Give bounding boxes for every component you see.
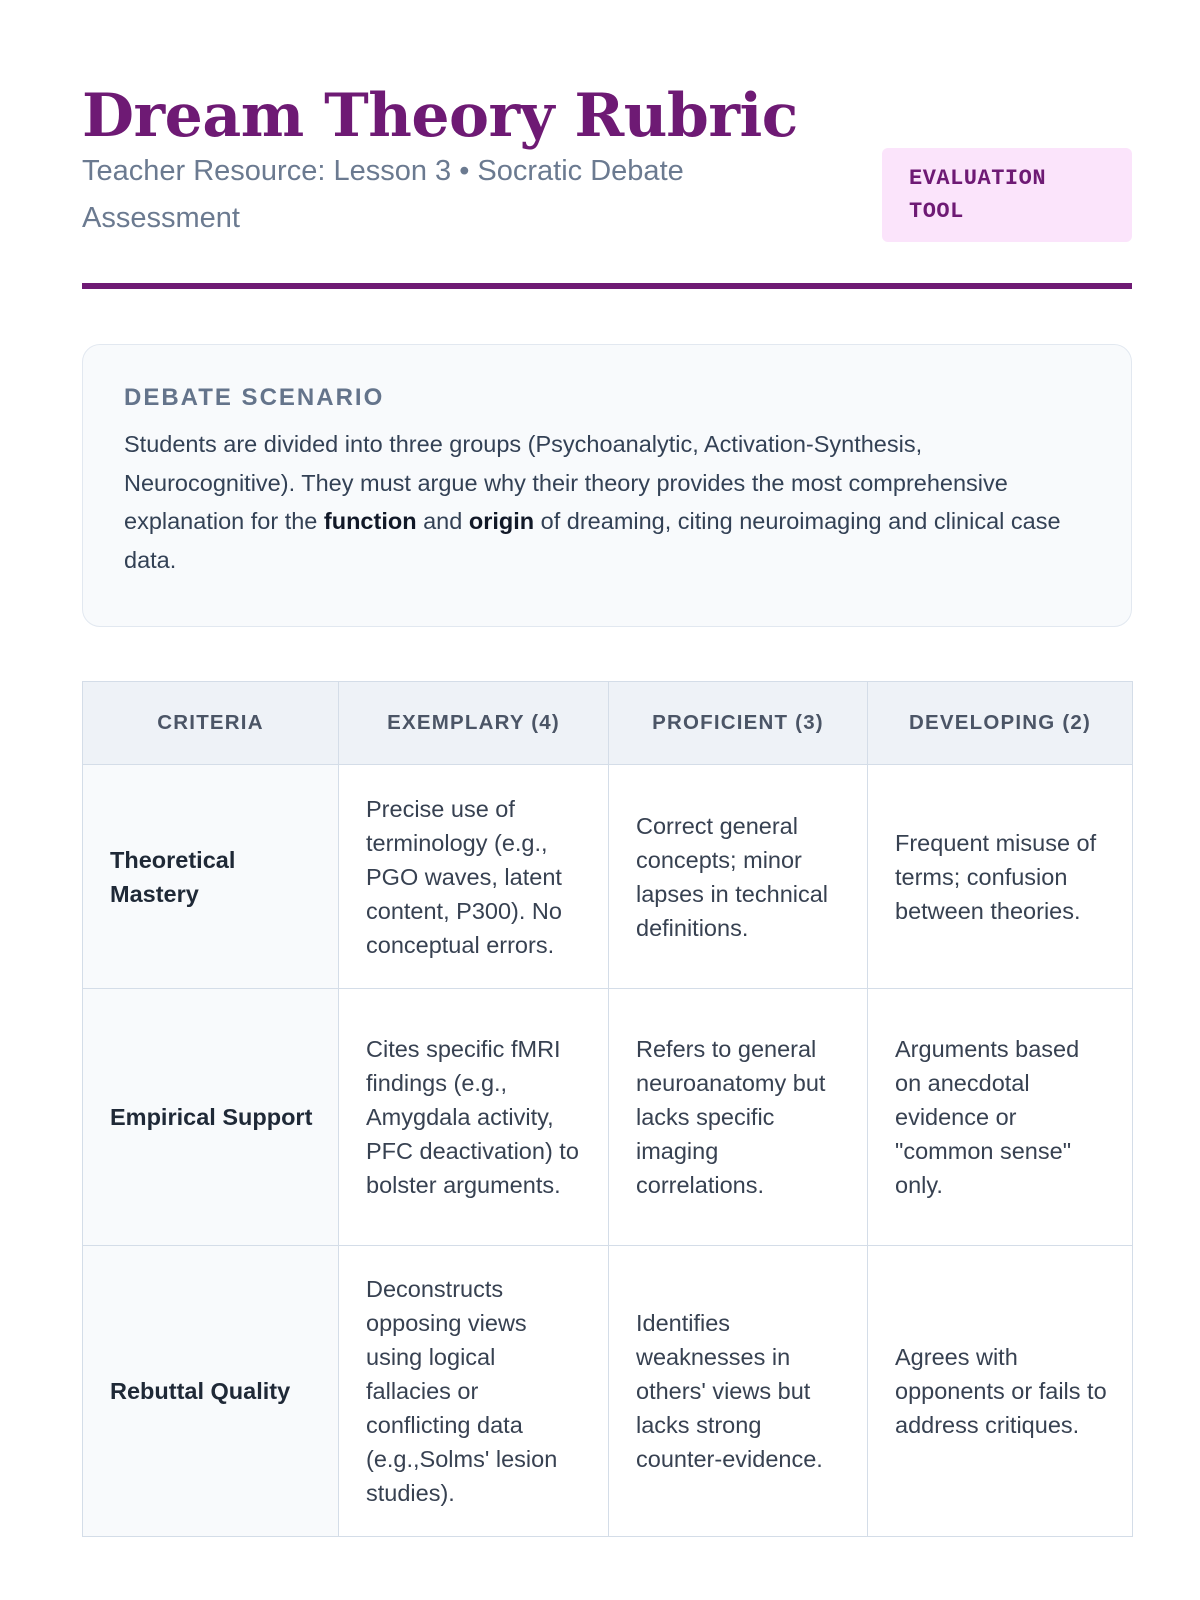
- header: [82, 0, 1132, 290]
- column-header-criteria: CRITERIA: [83, 682, 339, 765]
- page-title: Dream Theory Rubric: [82, 81, 798, 151]
- rubric-table: [82, 681, 1133, 1537]
- scenario-text-part: Students are divided into three groups (Psychoanalytic, Activation-Synthesis, Neurocognitive). They must argue why their theory provides the most comprehensive explanation for the: [124, 431, 1008, 534]
- rubric-page: [82, 0, 1132, 1506]
- scenario-text-part: of dreaming, citing neuroimaging and clinical case data.: [124, 508, 1061, 573]
- table-row: [83, 765, 1133, 989]
- column-header-exemplary: EXEMPLARY (4): [339, 682, 609, 765]
- debate-scenario-card: [82, 344, 1132, 627]
- developing-cell: Arguments based on anecdotal evidence or "common sense" only.: [868, 989, 1133, 1246]
- table-row: [83, 1246, 1133, 1537]
- criteria-cell: Theoretical Mastery: [83, 765, 339, 989]
- table-row: [83, 989, 1133, 1246]
- exemplary-cell: Precise use of terminology (e.g., PGO waves, latent content, P300). No conceptual errors.: [339, 765, 609, 989]
- evaluation-tool-badge: EVALUATION TOOL: [882, 148, 1132, 242]
- scenario-emphasis-function: function: [323, 508, 417, 534]
- proficient-cell: Refers to general neuroanatomy but lacks specific imaging correlations.: [609, 989, 868, 1246]
- page-subtitle: Teacher Resource: Lesson 3 • Socratic Debate Assessment: [82, 155, 684, 234]
- header-divider: [82, 283, 1132, 289]
- scenario-emphasis-origin: origin: [468, 508, 535, 534]
- criteria-cell: Rebuttal Quality: [83, 1246, 339, 1537]
- column-header-proficient: PROFICIENT (3): [609, 682, 868, 765]
- scenario-heading: DEBATE SCENARIO: [124, 384, 385, 411]
- scenario-text-part: and: [416, 508, 469, 534]
- criteria-cell: Empirical Support: [83, 989, 339, 1246]
- developing-cell: Agrees with opponents or fails to address critiques.: [868, 1246, 1133, 1537]
- column-header-developing: DEVELOPING (2): [868, 682, 1133, 765]
- scenario-text: [124, 425, 1091, 579]
- table-header-row: [83, 682, 1133, 765]
- exemplary-cell: Deconstructs opposing views using logical fallacies or conflicting data (e.g.,Solms' lesion studies).: [339, 1246, 609, 1537]
- exemplary-cell: Cites specific fMRI findings (e.g., Amygdala activity, PFC deactivation) to bolster arguments.: [339, 989, 609, 1246]
- proficient-cell: Correct general concepts; minor lapses in technical definitions.: [609, 765, 868, 989]
- developing-cell: Frequent misuse of terms; confusion between theories.: [868, 765, 1133, 989]
- proficient-cell: Identifies weaknesses in others' views but lacks strong counter-evidence.: [609, 1246, 868, 1537]
